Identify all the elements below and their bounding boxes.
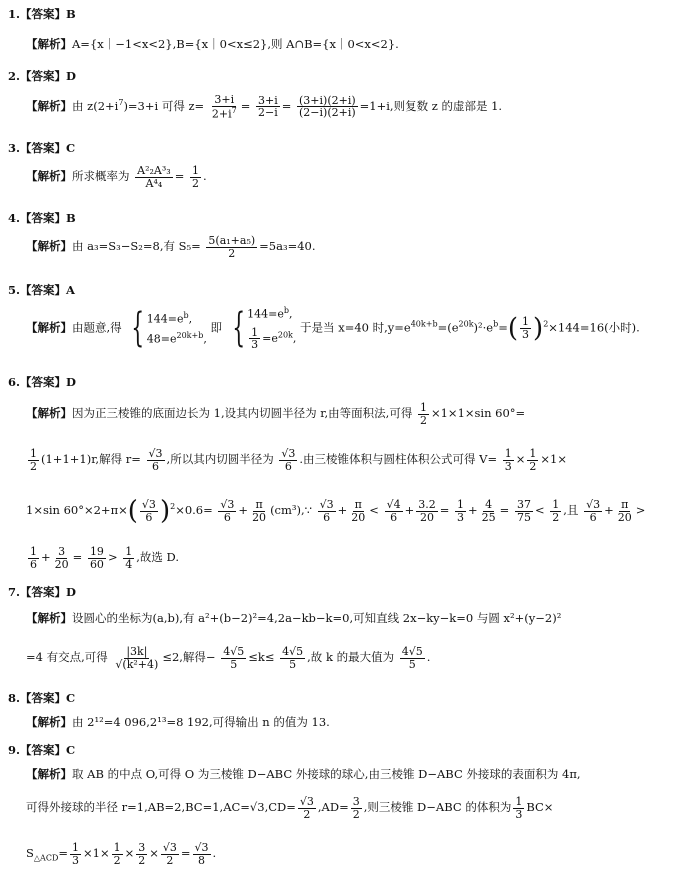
q1-header: 1.【答案】B	[8, 7, 76, 21]
q9-analysis-line3: $S_{\triangle ACD}=$ $\frac{1}{3}$ ×1× $\frac{1}{2}$ × $\frac{3}{2}$ × $\frac{√3}{2}$ = $\frac{√3}{8}$ .	[26, 841, 217, 867]
fraction: $\frac{3+i}{2+i^7}$	[211, 93, 237, 121]
q6-analysis-line1: 【解析】因为正三棱锥的底面边长为 1,设其内切圆半径为 r,由等面积法,可得 $\frac{1}{2}$ ×1×1×sin 60°=	[26, 401, 526, 427]
q6-analysis-line3: 1×sin 60°×2+π×( $\frac{√3}{6}$ )$^2$×0.6= $\frac{√3}{6}$ + $\frac{\pi}{20}$ (cm³),∵ $\frac{√3}{6}$ + $\frac{\pi}{20}$ < $\frac{√4}{6}$ + $\frac{3.2}{20}$ = $\frac{1}{3}$ + $\frac{4}{25}$ = $\frac{37}{75}$ < $\frac{1}{2}$ ,且 $\frac{√3}{6}$ + $\frac{\pi}{20}$ >	[26, 496, 646, 526]
q6-header: 6.【答案】D	[8, 375, 76, 389]
q6-analysis-line2: $\frac{1}{2}$ (1+1+1)r,解得 r= $\frac{√3}{6}$ ,所以其内切圆半径为 $\frac{√3}{6}$ .由三棱锥体积与圆柱体积公式可得 V= $\frac{1}{3}$ × $\frac{1}{2}$ ×1×	[30, 447, 568, 473]
q4-header: 4.【答案】B	[8, 211, 76, 225]
q2-analysis: 【解析】由 $z(2+i^7)=3+i$ 可得 z= $\frac{3+i}{2+i^7}$ = $\frac{3+i}{2-i}$ = $\frac{(3+i)(2+i)}{(2-i)(2+i)}$ =1+i,则复数 z 的虚部是 1.	[26, 93, 503, 121]
q3-header: 3.【答案】C	[8, 141, 76, 155]
fraction: $\frac{\text{5(a₁+a₅)}}{2}$	[208, 234, 256, 260]
q7-header: 7.【答案】D	[8, 585, 76, 599]
fraction: $\frac{1}{2}$	[191, 164, 199, 190]
q3-analysis: 【解析】所求概率为 $\frac{\text{A²₂A³₃}}{\text{A⁴₄}}$ = $\frac{1}{2}$ .	[26, 164, 207, 190]
q7-analysis-line2: =4 有交点,可得 $\frac{|3k|}{\text{√(k²+4)}}$ ≤2,解得− $\frac{4√5}{5}$ ≤k≤ $\frac{4√5}{5}$ ,故 k 的最大值为 $\frac{4√5}{5}$ .	[26, 645, 431, 671]
fraction: $\frac{\text{A²₂A³₃}}{\text{A⁴₄}}$	[137, 164, 171, 190]
q6-analysis-line4: $\frac{1}{6}$ + $\frac{3}{20}$ = $\frac{19}{60}$ > $\frac{1}{4}$ ,故选 D.	[30, 545, 180, 571]
fraction: $\frac{(3+i)(2+i)}{(2-i)(2+i)}$	[299, 93, 356, 120]
q4-analysis: 【解析】由 a₃=S₃−S₂=8,有 S₅= $\frac{\text{5(a₁+a₅)}}{2}$ =5a₃=40.	[26, 234, 316, 260]
q8-header: 8.【答案】C	[8, 691, 76, 705]
q9-header: 9.【答案】C	[8, 743, 76, 757]
fraction: $\frac{1}{3}$	[522, 315, 530, 341]
q5-analysis: 【解析】由题意,得 { $144=e^b$, $48=e^{20k+b}$, 即 { $144=e^b$, $\frac{1}{3}$ $=e^{20k}$, 于是当 x=40 时$,y=e^{40k+b}=(e^{20k})^2\cdot e^b=$( $\frac{1}{3}$ )$^2$×144=16(小时).	[26, 305, 640, 352]
equation-system: { $144=e^b$, $\frac{1}{3}$ $=e^{20k}$,	[232, 305, 297, 352]
q2-header: 2.【答案】D	[8, 69, 76, 83]
fraction: $\frac{3+i}{2-i}$	[257, 93, 278, 120]
q5-header: 5.【答案】A	[8, 283, 75, 297]
equation-system: { $144=e^b$, $48=e^{20k+b}$,	[131, 305, 207, 352]
q9-analysis-line2: 可得外接球的半径 r=1,AB=2,BC=1,AC=√3,CD= $\frac{√3}{2}$ ,AD= $\frac{3}{2}$ ,则三棱锥 D−ABC 的体积为 $\frac{1}{3}$ BC×	[26, 795, 554, 821]
q1-analysis: 【解析】A={x｜−1<x<2},B={x｜0<x≤2},则 A∩B={x｜0<x<2}.	[26, 37, 399, 51]
q7-analysis-line1: 【解析】设圆心的坐标为(a,b),有 a²+(b−2)²=4,2a−kb−k=0,可知直线 2x−ky−k=0 与圆 x²+(y−2)²	[26, 611, 562, 625]
q9-analysis-line1: 【解析】取 AB 的中点 O,可得 O 为三棱锥 D−ABC 外接球的球心,由三棱锥 D−ABC 外接球的表面积为 4π,	[26, 767, 581, 781]
q8-analysis: 【解析】由 2¹²=4 096,2¹³=8 192,可得输出 n 的值为 13.	[26, 715, 330, 729]
